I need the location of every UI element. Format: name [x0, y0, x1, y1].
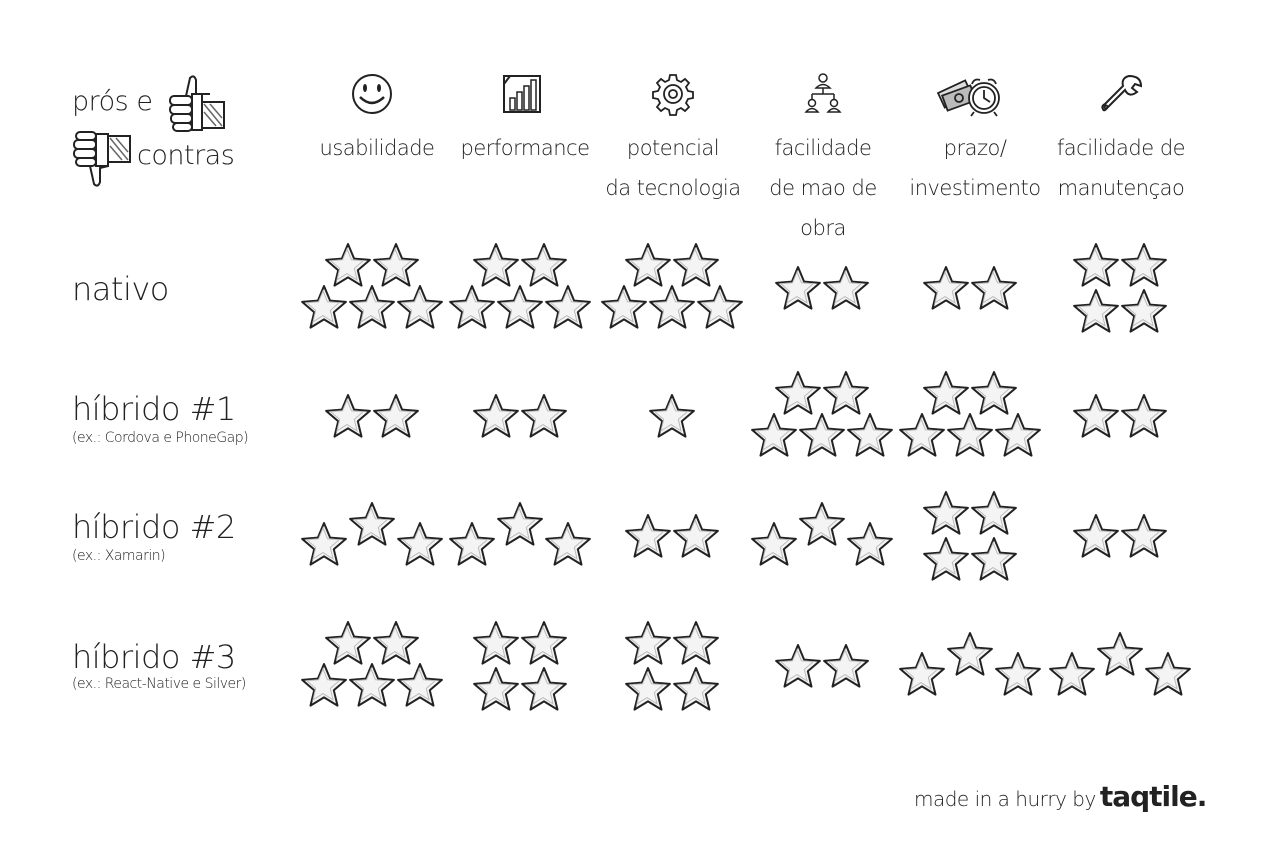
rating-star: [326, 395, 370, 437]
column-header-prazo-investimento: prazo/ investimento: [909, 136, 1041, 200]
rating-star: [972, 538, 1016, 580]
rating-star: [626, 515, 670, 557]
rating-star: [674, 515, 718, 557]
row-label-hibrido-3: híbrido #3: [72, 638, 236, 676]
rating-star: [650, 395, 694, 437]
rating-star: [698, 286, 742, 328]
rating-star: [498, 503, 542, 545]
rating-star: [546, 523, 590, 565]
footer-text: made in a hurry by: [914, 787, 1096, 811]
rating-star: [800, 503, 844, 545]
rating-star: [1050, 653, 1094, 695]
rating-star: [1146, 653, 1190, 695]
rating-star: [450, 523, 494, 565]
rating-star: [374, 244, 418, 286]
column-header-facilidade-mao-de-obra: facilidade de mao de obra: [769, 136, 877, 240]
rating-star: [522, 668, 566, 710]
column-header-potencial: potencial da tecnologia: [605, 136, 741, 200]
rating-star: [474, 668, 518, 710]
rating-star: [326, 622, 370, 664]
rating-star: [350, 286, 394, 328]
rating-star: [1098, 633, 1142, 675]
rating-star: [474, 244, 518, 286]
rating-star: [1122, 395, 1166, 437]
rating-star: [374, 622, 418, 664]
row-sub-hibrido-2: (ex.: Xamarin): [72, 548, 166, 564]
rating-star: [900, 414, 944, 456]
rating-star: [498, 286, 542, 328]
rating-star: [972, 372, 1016, 414]
footer: [914, 780, 1206, 813]
rating-star: [1074, 515, 1118, 557]
row-label-hibrido-1: híbrido #1: [72, 390, 236, 428]
rating-star: [674, 622, 718, 664]
rating-star: [1122, 244, 1166, 286]
rating-star: [824, 645, 868, 687]
rating-star: [474, 622, 518, 664]
rating-star: [848, 523, 892, 565]
rating-star: [302, 664, 346, 706]
rating-star: [350, 664, 394, 706]
rating-star: [996, 414, 1040, 456]
rating-star: [374, 395, 418, 437]
rating-star: [776, 645, 820, 687]
column-header-manutencao: facilidade de manutençao: [1056, 136, 1186, 200]
rating-star: [522, 395, 566, 437]
rating-star: [626, 622, 670, 664]
rating-star: [302, 286, 346, 328]
rating-star: [1074, 244, 1118, 286]
rating-star: [924, 267, 968, 309]
rating-star: [650, 286, 694, 328]
rating-star: [326, 244, 370, 286]
rating-star: [546, 286, 590, 328]
rating-star: [350, 503, 394, 545]
title-pros: prós e: [72, 86, 153, 117]
rating-star: [776, 267, 820, 309]
rating-star: [996, 653, 1040, 695]
column-header-usabilidade: usabilidade: [319, 136, 435, 160]
rating-star: [474, 395, 518, 437]
column-header-performance: performance: [460, 136, 590, 160]
rating-star: [626, 244, 670, 286]
rating-star: [972, 267, 1016, 309]
rating-star: [1122, 515, 1166, 557]
rating-star: [948, 414, 992, 456]
rating-star: [450, 286, 494, 328]
rating-star: [948, 633, 992, 675]
rating-star: [302, 523, 346, 565]
row-label-nativo: nativo: [72, 270, 169, 308]
rating-star: [972, 492, 1016, 534]
rating-star: [924, 372, 968, 414]
rating-star: [752, 523, 796, 565]
rating-star: [1122, 290, 1166, 332]
row-sub-hibrido-1: (ex.: Cordova e PhoneGap): [72, 430, 249, 446]
row-label-hibrido-2: híbrido #2: [72, 508, 236, 546]
brand-logo: taqtile.: [1099, 780, 1207, 813]
rating-star: [674, 244, 718, 286]
rating-star: [752, 414, 796, 456]
rating-star: [824, 267, 868, 309]
rating-star: [522, 244, 566, 286]
rating-star: [924, 492, 968, 534]
row-sub-hibrido-3: (ex.: React-Native e Silver): [72, 676, 246, 692]
rating-star: [924, 538, 968, 580]
rating-star: [398, 286, 442, 328]
rating-star: [1074, 395, 1118, 437]
rating-star: [800, 414, 844, 456]
rating-star: [626, 668, 670, 710]
rating-star: [848, 414, 892, 456]
rating-star: [900, 653, 944, 695]
rating-star: [1074, 290, 1118, 332]
title-contras: contras: [137, 140, 235, 171]
rating-star: [602, 286, 646, 328]
rating-star: [776, 372, 820, 414]
rating-star: [674, 668, 718, 710]
rating-star: [398, 664, 442, 706]
rating-star: [522, 622, 566, 664]
rating-star: [398, 523, 442, 565]
rating-star: [824, 372, 868, 414]
